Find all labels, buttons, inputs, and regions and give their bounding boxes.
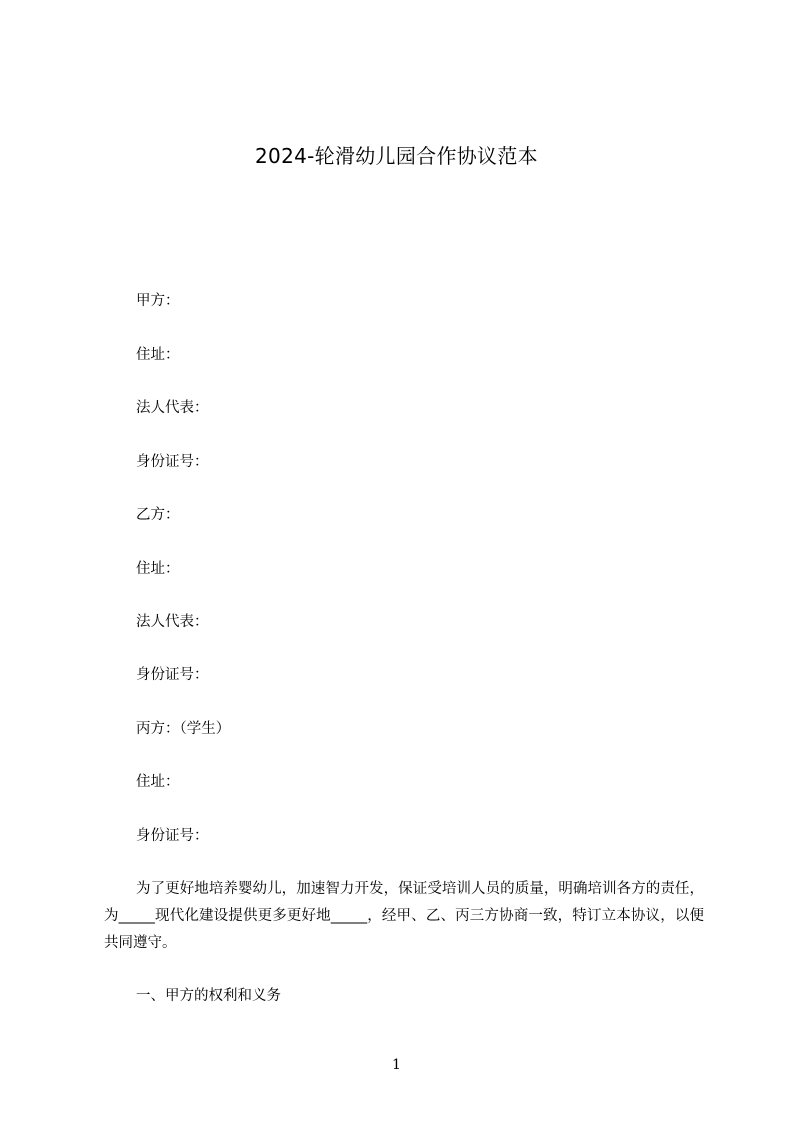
section-heading: 一、甲方的权利和义务 — [136, 988, 281, 1004]
party-a-legal-rep-label: 法人代表： — [136, 400, 209, 416]
document-title: 2024-轮滑幼儿园合作协议范本 — [255, 144, 538, 168]
party-b-id-label: 身份证号： — [136, 667, 209, 683]
intro-paragraph: 为了更好地培养婴幼儿，加速智力开发，保证受培训人员的质量，明确培训各方的责任，为_____现代化建设提供更多更好地_____，经甲、乙、丙三方协商一致，特订立本协议，以便共同遵守。 — [104, 881, 704, 951]
party-c-label: 丙方：（学生） — [136, 721, 231, 737]
page-number: 1 — [392, 1057, 401, 1073]
party-a-address-label: 住址： — [136, 347, 180, 363]
party-a-label: 甲方： — [136, 293, 180, 309]
party-b-legal-rep-label: 法人代表： — [136, 614, 209, 630]
party-b-label: 乙方： — [136, 507, 180, 523]
party-c-address-label: 住址： — [136, 774, 180, 790]
party-a-id-label: 身份证号： — [136, 454, 209, 470]
party-c-id-label: 身份证号： — [136, 828, 209, 844]
party-b-address-label: 住址： — [136, 561, 180, 577]
